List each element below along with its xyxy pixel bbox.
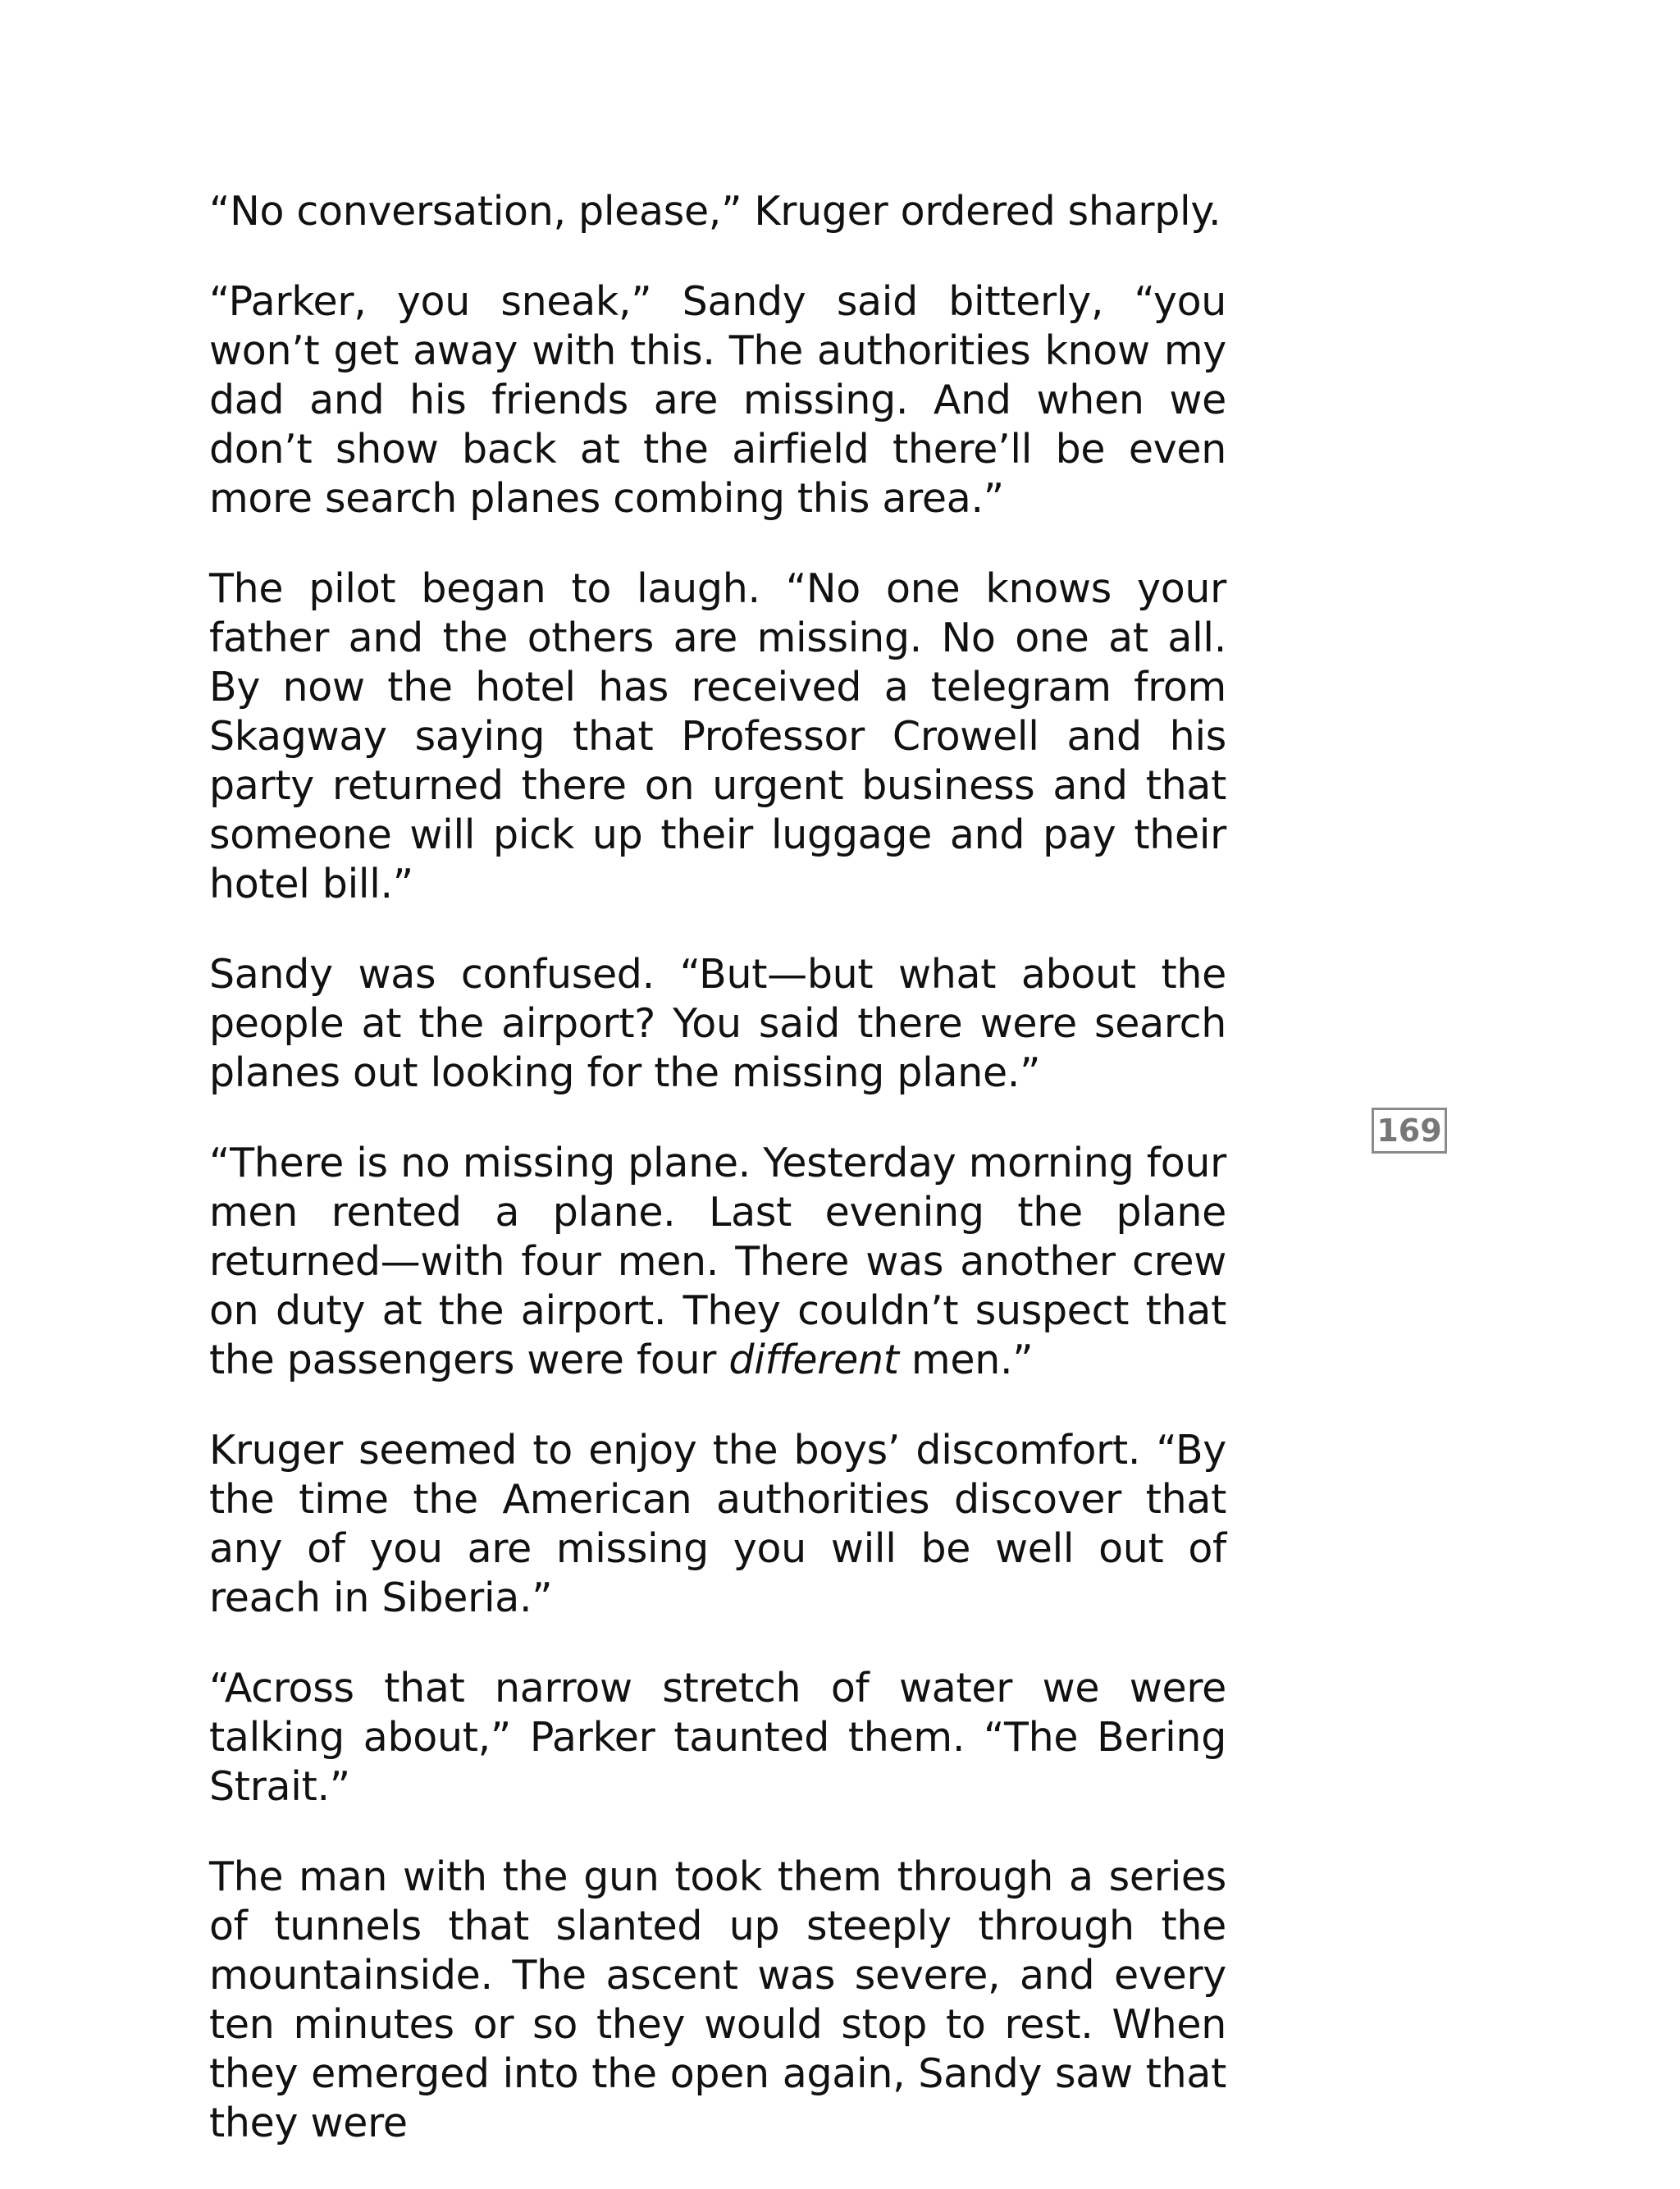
paragraph bbox=[209, 950, 1226, 1098]
paragraph bbox=[209, 1139, 1226, 1385]
paragraph-text: The pilot began to laugh. “No one knows your father and the others are missing. No one at all. By now the hotel has received a telegram from Skagway saying that Professor Crowell and his party returned there on urgent business and that someone will pick up their luggage and pay their hotel bill.” bbox=[209, 565, 1226, 907]
body-text bbox=[209, 187, 1226, 2189]
paragraph-text: “No conversation, please,” Kruger ordered sharply. bbox=[209, 188, 1221, 235]
paragraph bbox=[209, 564, 1226, 909]
paragraph bbox=[209, 187, 1226, 236]
paragraph-text: Kruger seemed to enjoy the boys’ discomfort. “By the time the American authorities discover that any of you are missing you will be well out of reach in Siberia.” bbox=[209, 1427, 1226, 1621]
paragraph-text: “There is no missing plane. Yesterday morning four men rented a plane. Last evening the plane returned—with four men. There was another crew on duty at the airport. They couldn’t suspect that the passengers were four bbox=[209, 1140, 1226, 1383]
paragraph-text: men.” bbox=[898, 1337, 1034, 1383]
paragraph bbox=[209, 1853, 1226, 2148]
paragraph bbox=[209, 1664, 1226, 1812]
italic-emphasis: different bbox=[728, 1337, 899, 1383]
paragraph-text: “Parker, you sneak,” Sandy said bitterly, “you won’t get away with this. The authorities know my dad and his friends are missing. And when we don’t show back at the airfield there’ll be even more search planes combing this area.” bbox=[209, 278, 1226, 522]
paragraph-text: Sandy was confused. “But—but what about the people at the airport? You said there were search planes out looking for the missing plane.” bbox=[209, 951, 1226, 1096]
paragraph-text: The man with the gun took them through a series of tunnels that slanted up steeply through the mountainside. The ascent was severe, and every ten minutes or so they would stop to rest. When they emerged into the open again, Sandy saw that they were bbox=[209, 1853, 1226, 2146]
paragraph-text: “Across that narrow stretch of water we were talking about,” Parker taunted them. “The Bering Strait.” bbox=[209, 1665, 1226, 1810]
page-number: 169 bbox=[1372, 1108, 1447, 1154]
paragraph bbox=[209, 277, 1226, 523]
paragraph bbox=[209, 1426, 1226, 1623]
